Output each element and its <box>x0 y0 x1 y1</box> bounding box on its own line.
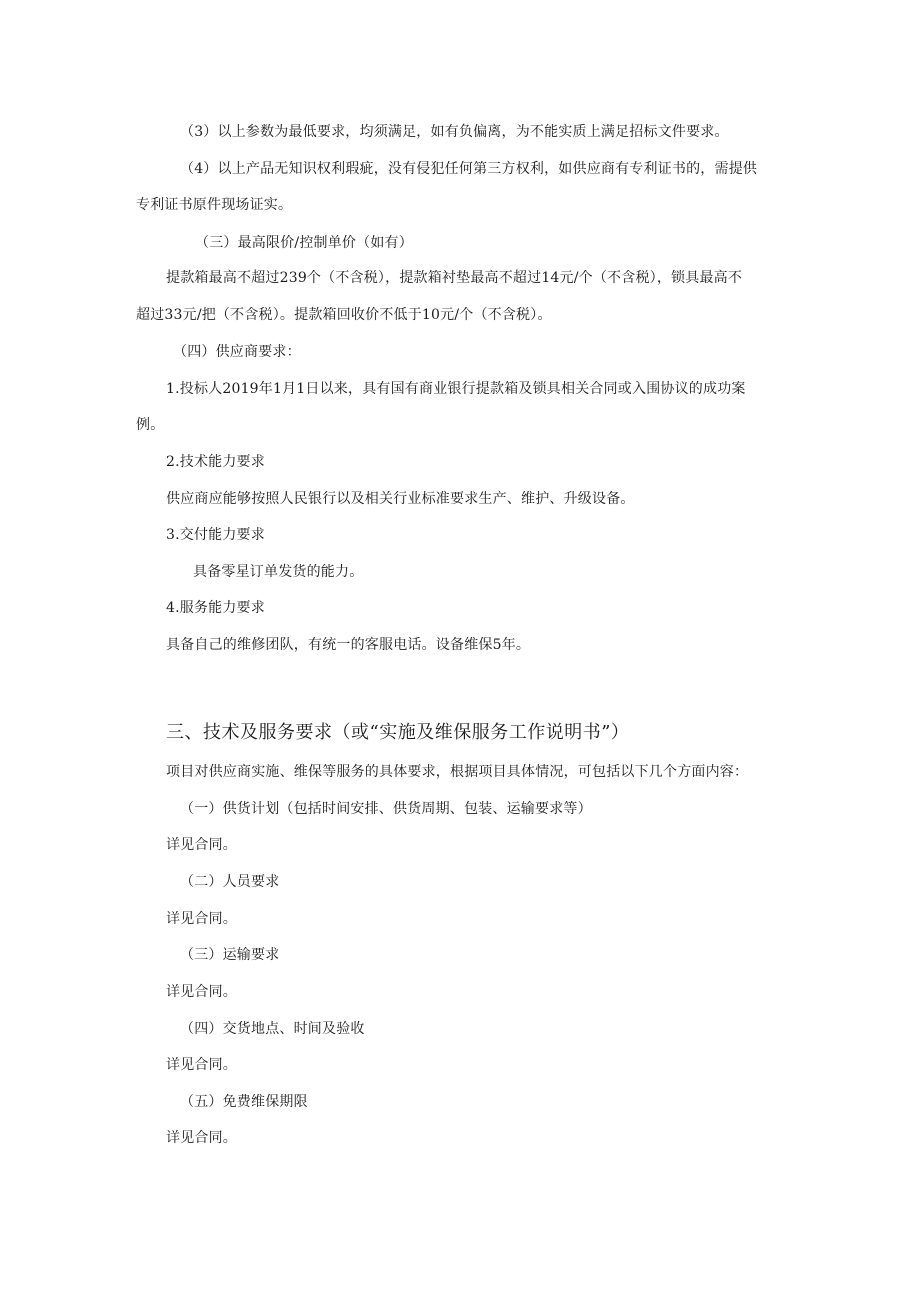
supplier-req-4-text: 具备自己的维修团队，有统一的客服电话。设备维保5年。 <box>166 637 531 653</box>
item-3-text: （3）以上参数为最低要求，均须满足，如有负偏离，为不能实质上满足招标文件要求。 <box>180 124 729 140</box>
section-3-item-3-text: 详见合同。 <box>166 984 237 1000</box>
supplier-req-2-title: 2.技术能力要求 <box>166 454 265 470</box>
section-3-item-5-title: （五）免费维保期限 <box>180 1094 308 1110</box>
section-3-item-2-title: （二）人员要求 <box>180 874 280 890</box>
item-4-text-line1: （4）以上产品无知识权利瑕疵，没有侵犯任何第三方权利，如供应商有专利证书的，需提供 <box>180 161 758 177</box>
supplier-req-4-title: 4.服务能力要求 <box>166 600 265 616</box>
price-limit-title: （三）最高限价/控制单价（如有） <box>195 235 413 251</box>
section-3-item-4-text: 详见合同。 <box>166 1057 237 1073</box>
section-3-item-1-text: 详见合同。 <box>166 837 237 853</box>
item-4-text-line2: 专利证书原件现场证实。 <box>136 197 293 213</box>
supplier-req-3-text: 具备零星订单发货的能力。 <box>193 564 364 580</box>
supplier-req-3-title: 3.交付能力要求 <box>166 527 265 543</box>
price-limit-line1: 提款箱最高不超过239个（不含税），提款箱衬垫最高不超过14元/个（不含税），锁具最高不 <box>166 270 743 286</box>
supplier-req-title: （四）供应商要求： <box>173 344 301 360</box>
section-3-item-5-text: 详见合同。 <box>166 1130 237 1146</box>
section-3-item-4-title: （四）交货地点、时间及验收 <box>180 1021 365 1037</box>
section-3-item-3-title: （三）运输要求 <box>180 947 280 963</box>
section-3-heading: 三、技术及服务要求（或“实施及维保服务工作说明书”） <box>166 722 630 743</box>
supplier-req-1-line1: 1.投标人2019年1月1日以来，具有国有商业银行提款箱及锁具相关合同或入围协议的成功案 <box>166 381 746 397</box>
section-3-item-2-text: 详见合同。 <box>166 911 237 927</box>
supplier-req-1-line2: 例。 <box>136 417 165 433</box>
supplier-req-2-text: 供应商应能够按照人民银行以及相关行业标准要求生产、维护、升级设备。 <box>166 491 635 507</box>
section-3-intro: 项目对供应商实施、维保等服务的具体要求，根据项目具体情况，可包括以下几个方面内容： <box>166 764 749 780</box>
price-limit-line2: 超过33元/把（不含税）。提款箱回收价不低于10元/个（不含税）。 <box>136 307 552 323</box>
section-3-item-1-title: （一）供货计划（包括时间安排、供货周期、包装、运输要求等） <box>180 801 592 817</box>
